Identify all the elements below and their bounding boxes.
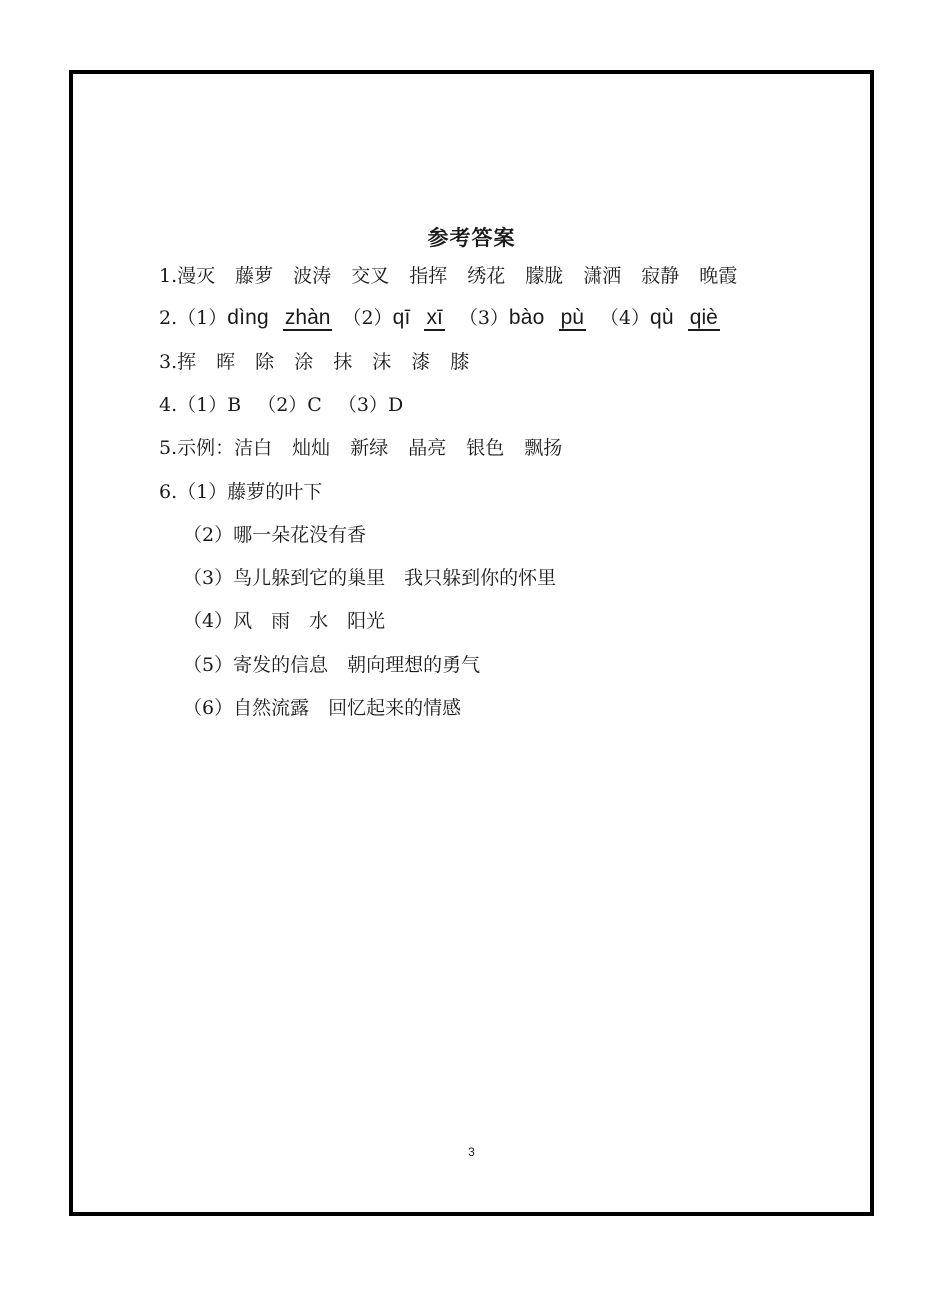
answer-4-index: （3） [337, 394, 388, 416]
answer-5-word: 新绿 [350, 437, 389, 459]
answer-6-index: （1） [177, 481, 228, 503]
answer-4-number: 4. [159, 394, 178, 416]
answer-6-index: （5） [183, 654, 234, 676]
answer-3-char: 膝 [450, 351, 470, 373]
answer-1-word: 漫灭 [177, 265, 216, 287]
answer-6-index: （4） [183, 610, 234, 632]
answer-3-char: 涂 [294, 351, 314, 373]
answer-6-item [183, 522, 366, 548]
answer-1-word: 藤萝 [235, 265, 274, 287]
answer-1-word: 绣花 [467, 265, 506, 287]
answer-2-pinyin: qù [650, 306, 674, 329]
page-title: 参考答案 [427, 225, 516, 250]
answer-5-word: 灿灿 [292, 437, 331, 459]
answer-5-word: 洁白 [234, 437, 273, 459]
answer-4-choice: C [307, 394, 322, 416]
answer-5-word: 银色 [466, 437, 505, 459]
answer-6-text: 风 雨 水 阳光 [233, 610, 386, 632]
page-number: 3 [468, 1145, 475, 1159]
answer-6-text: 鸟儿躲到它的巢里 我只躲到你的怀里 [233, 567, 557, 589]
answer-2-number: 2. [159, 307, 178, 329]
answer-4-choice: B [227, 394, 242, 416]
answer-3-char: 抹 [333, 351, 353, 373]
answer-6 [159, 479, 322, 505]
answer-2-index: （1） [177, 307, 228, 329]
answer-4 [159, 392, 403, 418]
answer-2-pinyin-underlined: xī [426, 306, 443, 329]
answer-6-index: （3） [183, 567, 234, 589]
answer-3-char: 挥 [177, 351, 197, 373]
answer-6-number: 6. [159, 481, 178, 503]
answer-2-pinyin-underlined: zhàn [284, 306, 331, 329]
answer-5-number: 5. [159, 437, 178, 459]
answer-2-index: （2） [342, 307, 393, 329]
answer-5-label: 示例： [177, 437, 235, 459]
answer-5 [159, 435, 562, 461]
answer-3-char: 除 [255, 351, 275, 373]
answer-1-word: 寂静 [641, 265, 680, 287]
answer-2-pinyin: bào [508, 306, 545, 329]
answer-6-text: 自然流露 回忆起来的情感 [233, 697, 462, 719]
answer-6-text: 藤萝的叶下 [227, 481, 323, 503]
answer-4-index: （2） [257, 394, 308, 416]
answer-5-word: 晶亮 [408, 437, 447, 459]
answer-1-word: 朦胧 [525, 265, 564, 287]
answer-3-char: 晖 [216, 351, 236, 373]
answer-3-char: 沫 [372, 351, 392, 373]
answer-1-word: 指挥 [409, 265, 448, 287]
answer-5-word: 飘扬 [524, 437, 563, 459]
answer-4-choice: D [387, 394, 404, 416]
answer-1-number: 1. [159, 265, 178, 287]
answer-6-item [183, 565, 556, 591]
answer-1-word: 波涛 [293, 265, 332, 287]
answer-6-text: 寄发的信息 朝向理想的勇气 [233, 654, 481, 676]
answer-3 [159, 349, 469, 375]
answer-2-pinyin: qī [392, 306, 411, 329]
answer-6-item [183, 608, 385, 634]
answer-4-index: （1） [177, 394, 228, 416]
answer-6-index: （6） [183, 697, 234, 719]
page-frame [69, 70, 874, 1216]
answer-2-index: （3） [458, 307, 509, 329]
answer-6-text: 哪一朵花没有香 [233, 524, 367, 546]
answer-1-word: 晚霞 [699, 265, 738, 287]
answer-1 [159, 263, 737, 289]
answer-3-number: 3. [159, 351, 178, 373]
answer-2-pinyin-underlined: qiè [689, 306, 718, 329]
answer-2-pinyin-underlined: pù [560, 306, 584, 329]
answer-6-item [183, 695, 461, 721]
answer-2-pinyin: dìng [227, 306, 269, 329]
answer-1-word: 交叉 [351, 265, 390, 287]
answer-6-index: （2） [183, 524, 234, 546]
answer-6-item [183, 652, 480, 678]
answer-2 [159, 305, 720, 331]
answer-1-word: 潇洒 [583, 265, 622, 287]
answer-2-index: （4） [599, 307, 651, 329]
answer-3-char: 漆 [411, 351, 431, 373]
